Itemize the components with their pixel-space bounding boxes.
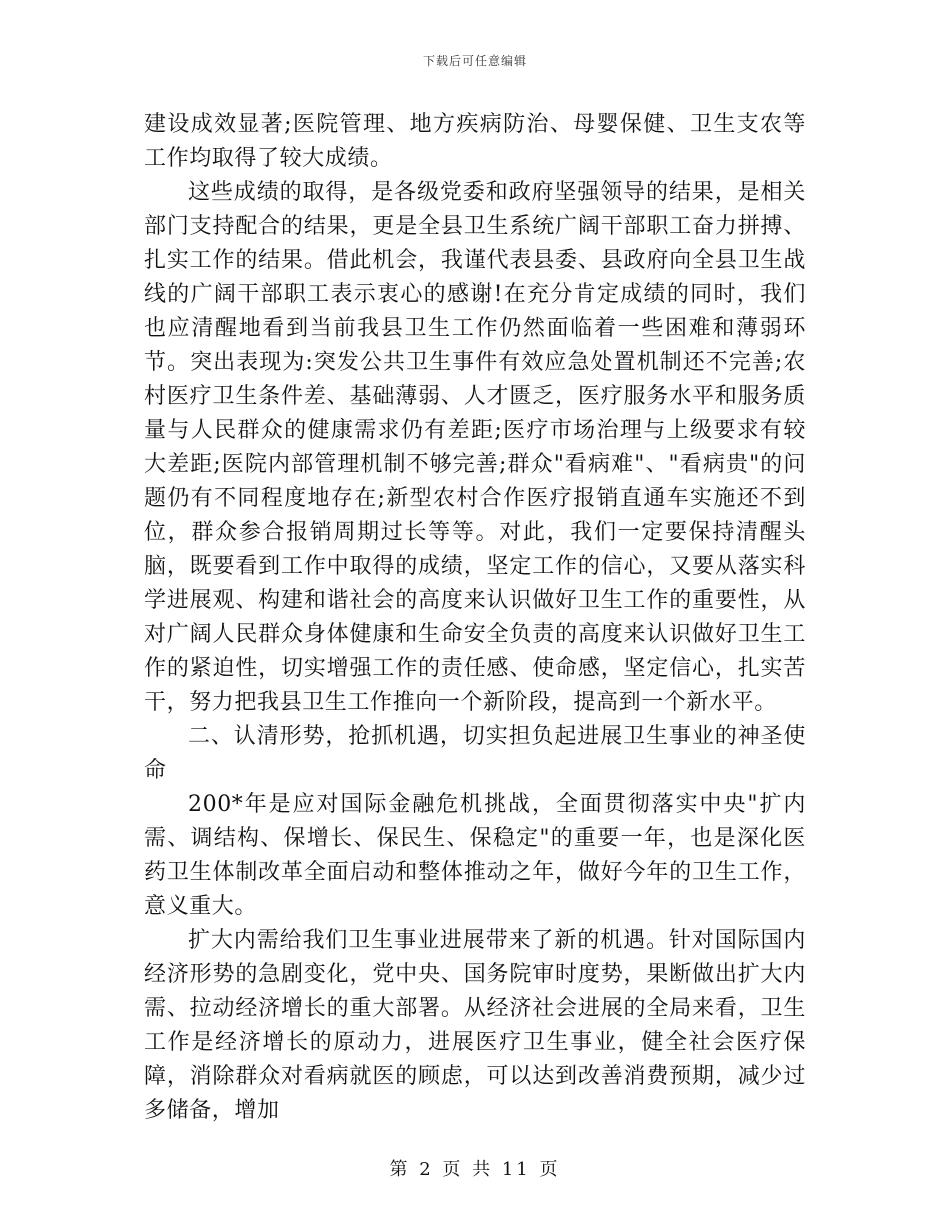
page-header-note: 下载后可任意编辑 [422,54,527,68]
section-heading: 二、认清形势，抢抓机遇，切实担负起进展卫生事业的神圣使命 [144,724,806,783]
paragraph-year-overview: 200*年是应对国际金融危机挑战，全面贯彻落实中央"扩内需、调结构、保增长、保民生、保稳定"的重要一年，也是深化医药卫生体制改革全面启动和整体推动之年，做好今年的卫生工作，意义重大。 [144,792,806,919]
paragraph-continued: 建设成效显著;医院管理、地方疾病防治、母婴保健、卫生支农等工作均取得了较大成绩。 [144,112,806,171]
page-number: 第 2 页 共 11 页 [389,1159,561,1180]
paragraph-domestic-demand: 扩大内需给我们卫生事业进展带来了新的机遇。针对国际国内经济形势的急剧变化，党中央、国务院审时度势，果断做出扩大内需、拉动经济增长的重大部署。从经济社会进展的全局来看，卫生工作是经济增长的原动力，进展医疗卫生事业，健全社会医疗保障，消除群众对看病就医的顾虑，可以达到改善消费预期，减少过多储备，增加 [144,928,806,1123]
paragraph-achievements: 这些成绩的取得，是各级党委和政府坚强领导的结果，是相关部门支持配合的结果，更是全县卫生系统广阔干部职工奋力拼搏、扎实工作的结果。借此机会，我谨代表县委、县政府向全县卫生战线的广阔干部职工表示衷心的感谢!在充分肯定成绩的同时，我们也应清醒地看到当前我县卫生工作仍然面临着一些困难和薄弱环节。突出表现为:突发公共卫生事件有效应急处置机制还不完善;农村医疗卫生条件差、基础薄弱、人才匮乏，医疗服务水平和服务质量与人民群众的健康需求仍有差距;医疗市场治理与上级要求有较大差距;医院内部管理机制不够完善;群众"看病难"、"看病贵"的问题仍有不同程度地存在;新型农村合作医疗报销直通车实施还不到位，群众参合报销周期过长等等。对此，我们一定要保持清醒头脑，既要看到工作中取得的成绩，坚定工作的信心，又要从落实科学进展观、构建和谐社会的高度来认识做好卫生工作的重要性，从对广阔人民群众身体健康和生命安全负责的高度来认识做好卫生工作的紧迫性，切实增强工作的责任感、使命感，坚定信心，扎实苦干，努力把我县卫生工作推向一个新阶段，提高到一个新水平。 [144,180,806,715]
document-body [144,108,806,1128]
